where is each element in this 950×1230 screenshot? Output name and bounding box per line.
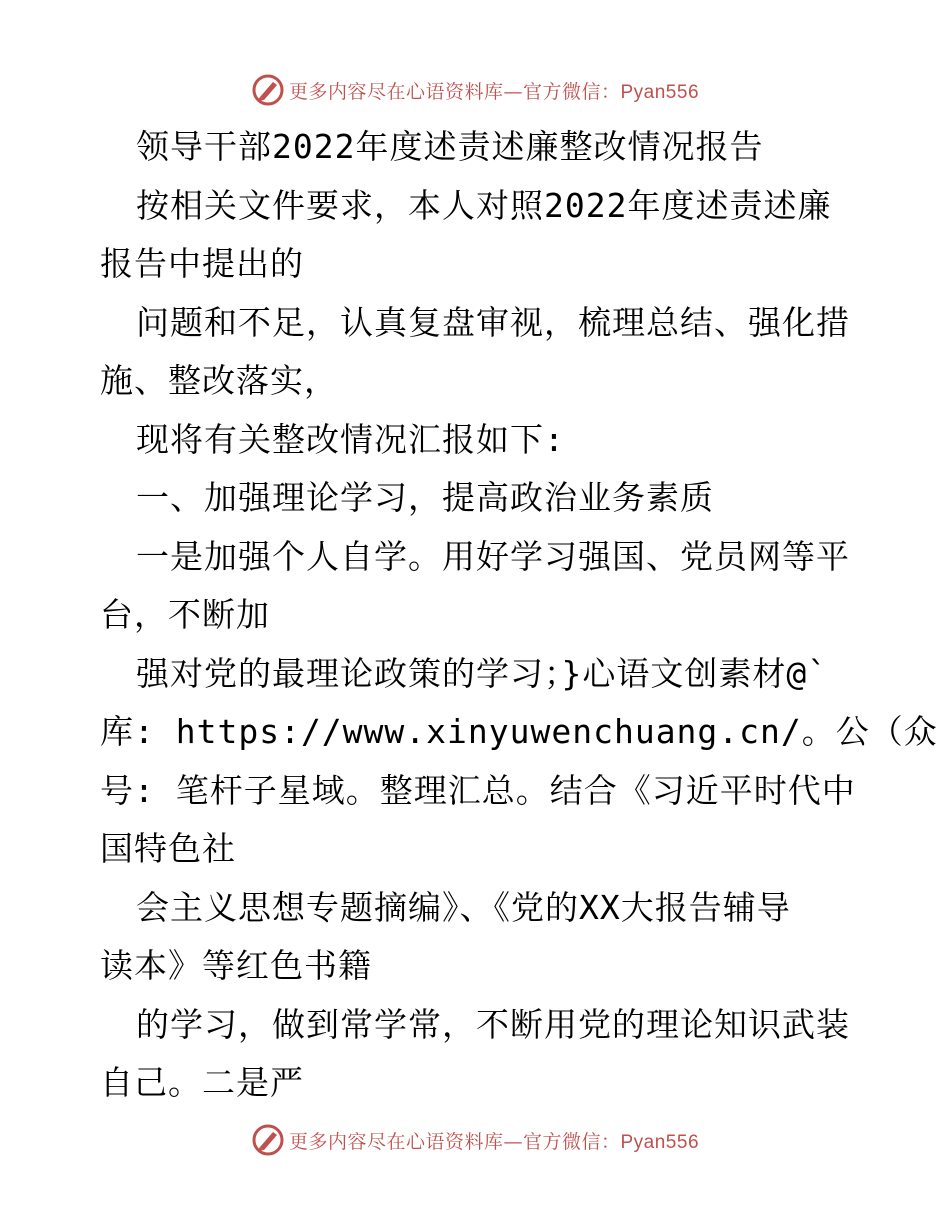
text-line: 的学习，做到常学常，不断用党的理论知识武装 (136, 1004, 850, 1044)
document-title: 领导干部2022年度述责述廉整改情况报告 (136, 127, 764, 166)
text-line: 国特色社 (100, 829, 236, 868)
banner-wechat-label: 官方微信： (522, 1130, 621, 1153)
text-line: 会主义思想专题摘编》、《党的XX大报告辅导 (136, 887, 791, 927)
header-banner (0, 70, 950, 110)
banner-dash: — (503, 80, 523, 103)
banner-main-text: 更多内容尽在心语资料库 (288, 80, 504, 103)
banner-text (289, 1127, 699, 1154)
text-line: 问题和不足，认真复盘审视，梳理总结、强化措 (136, 302, 850, 342)
banner-wechat-id: Pyan556 (620, 81, 700, 103)
text-line: 一是加强个人自学。用好学习强国、党员网等平 (136, 536, 850, 576)
footer-banner (0, 1120, 950, 1160)
document-body (100, 118, 938, 1113)
text-line: 库: https://www.xinyuwenchuang.cn/。公（众 (100, 712, 938, 751)
text-line: 台，不断加 (100, 595, 270, 634)
text-line: 读本》等红色书籍 (100, 946, 372, 985)
text-line: 强对党的最理论政策的学习；}心语文创素材@` (136, 653, 829, 693)
pen-logo-icon (251, 1123, 285, 1157)
banner-wechat-id: Pyan556 (620, 1131, 700, 1153)
text-line: 按相关文件要求，本人对照2022年度述责述廉 (136, 185, 832, 225)
banner-text (289, 77, 699, 104)
text-line: 自己。二是严 (100, 1063, 304, 1102)
text-line: 号: 笔杆子星域。整理汇总。结合《习近平时代中 (100, 770, 856, 810)
banner-main-text: 更多内容尽在心语资料库 (288, 1130, 504, 1153)
pen-logo-icon (251, 73, 285, 107)
text-line: 报告中提出的 (100, 244, 304, 283)
banner-dash: — (503, 1130, 523, 1153)
text-line: 施、整改落实， (100, 361, 338, 400)
banner-wechat-label: 官方微信： (522, 80, 621, 103)
text-line: 现将有关整改情况汇报如下: (136, 419, 565, 459)
text-line: 一、加强理论学习，提高政治业务素质 (136, 478, 714, 517)
